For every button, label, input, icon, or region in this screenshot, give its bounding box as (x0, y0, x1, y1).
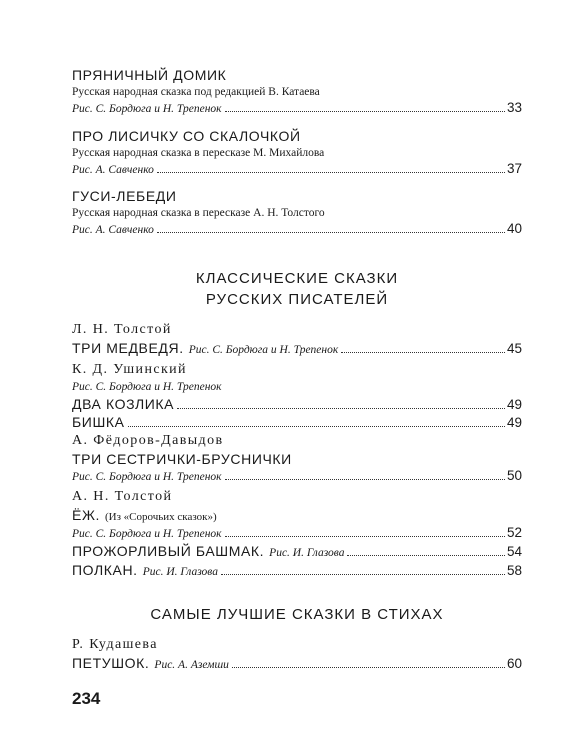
entry-page-number: 54 (506, 544, 522, 559)
toc-entry (72, 488, 522, 580)
dot-leader (341, 352, 505, 353)
dot-leader (157, 232, 505, 233)
dot-leader (225, 479, 505, 480)
entry-title: ПОЛКАН. (72, 562, 138, 578)
entry-page-number: 49 (506, 415, 522, 430)
entry-title: ПЕТУШОК. (72, 655, 150, 671)
dot-leader (128, 426, 505, 427)
entry-author: А. Н. Толстой (72, 489, 173, 504)
entry-illustrators: Рис. С. Бордюга и Н. Трепенок (188, 344, 339, 356)
entry-title: БИШКА (72, 414, 125, 430)
entry-page-number: 52 (506, 525, 522, 540)
entry-subtitle: Русская народная сказка под редакцией В. Катаева (72, 86, 320, 98)
entry-page-number: 58 (506, 563, 522, 578)
entry-title: ПРОЖОРЛИВЫЙ БАШМАК. (72, 543, 265, 559)
entry-title: ЁЖ. (72, 507, 100, 523)
entry-title: ПРЯНИЧНЫЙ ДОМИК (72, 67, 227, 83)
toc-entry (72, 636, 522, 673)
entry-page-number: 50 (506, 468, 522, 483)
entry-line (72, 395, 522, 413)
section-heading-line: РУССКИХ ПИСАТЕЛЕЙ (205, 291, 389, 308)
entry-line (72, 100, 522, 117)
entry-page-number: 49 (506, 397, 522, 412)
entry-title: ТРИ СЕСТРИЧКИ-БРУСНИЧКИ (72, 451, 292, 467)
entry-page-number: 33 (506, 100, 522, 115)
entry-title-line (72, 506, 522, 525)
entry-line (72, 339, 522, 358)
entry-subtitle: Русская народная сказка в пересказе А. Н. Толстого (72, 207, 325, 219)
entry-illustrators: Рис. И. Глазова (269, 547, 345, 559)
entry-illustrators: Рис. С. Бордюга и Н. Трепенок (72, 103, 222, 115)
section-heading-line: САМЫЕ ЛУЧШИЕ СКАЗКИ В СТИХАХ (150, 606, 444, 623)
section-heading-line: КЛАССИЧЕСКИЕ СКАЗКИ (195, 270, 399, 287)
entry-illustrators: Рис. А. Аземши (154, 659, 229, 671)
toc-entry (72, 432, 522, 485)
section-heading (72, 268, 522, 310)
dot-leader (347, 555, 505, 556)
entry-line (72, 542, 522, 561)
entry-page-number: 40 (506, 221, 522, 236)
entry-note: (Из «Сорочьих сказок») (104, 511, 217, 523)
dot-leader (157, 172, 505, 173)
entry-title: ГУСИ-ЛЕБЕДИ (72, 188, 177, 204)
entry-line (72, 161, 522, 178)
entry-illustrators: Рис. С. Бордюга и Н. Трепенок (72, 471, 222, 483)
entry-illustrators: Рис. И. Глазова (142, 566, 218, 578)
entry-title: ДВА КОЗЛИКА (72, 396, 175, 412)
entry-line (72, 468, 522, 485)
entry-author: К. Д. Ушинский (72, 362, 187, 377)
toc-entry (72, 361, 522, 431)
entry-line (72, 561, 522, 580)
dot-leader (225, 111, 505, 112)
entry-author: Р. Кудашева (72, 637, 158, 652)
entry-title: ПРО ЛИСИЧКУ СО СКАЛОЧКОЙ (72, 128, 301, 144)
entry-illustrators: Рис. А. Савченко (72, 224, 154, 236)
dot-leader (232, 667, 505, 668)
toc-entry (72, 187, 522, 238)
entry-page-number: 37 (506, 161, 522, 176)
entry-line (72, 525, 522, 542)
entry-line (72, 413, 522, 431)
entry-author: А. Фёдоров-Давыдов (72, 433, 224, 448)
entry-line (72, 221, 522, 238)
entry-page-number: 60 (506, 656, 522, 671)
dot-leader (225, 536, 505, 537)
toc-entry (72, 127, 522, 178)
toc-entry (72, 321, 522, 358)
entry-line (72, 654, 522, 673)
entry-illustrators: Рис. С. Бордюга и Н. Трепенок (72, 381, 222, 393)
entry-author: Л. Н. Толстой (72, 322, 172, 337)
toc-entry (72, 66, 522, 117)
entry-illustrators: Рис. С. Бордюга и Н. Трепенок (72, 528, 222, 540)
entry-illustrators: Рис. А. Савченко (72, 164, 154, 176)
entry-subtitle: Русская народная сказка в пересказе М. Михайлова (72, 147, 325, 159)
dot-leader (221, 574, 505, 575)
page-number: 234 (72, 689, 101, 708)
entry-page-number: 45 (506, 341, 522, 356)
entry-title: ТРИ МЕДВЕДЯ. (72, 340, 184, 356)
dot-leader (177, 408, 505, 409)
section-heading (72, 604, 522, 625)
